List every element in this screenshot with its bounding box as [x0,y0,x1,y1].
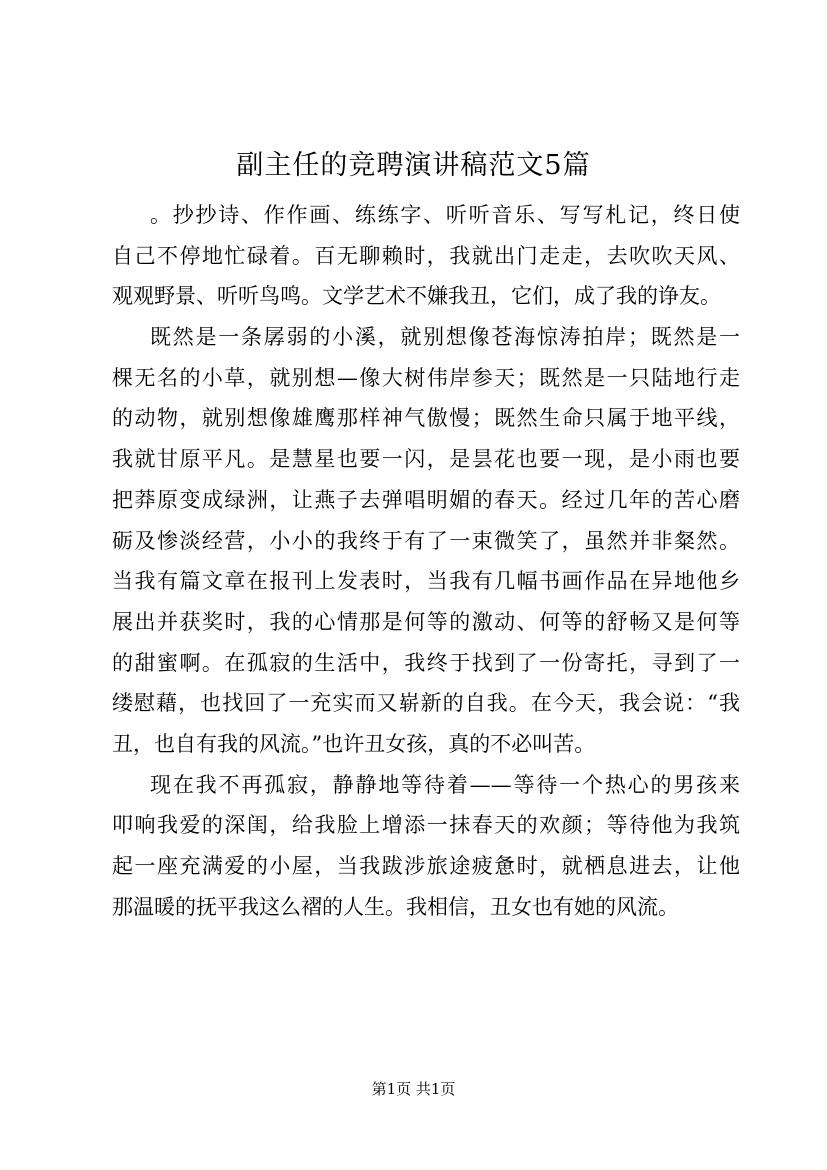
paragraph-2 [112,317,740,765]
text-line: 叩响我爱的深闺，给我脸上增添一抹春天的欢颜；等待他为我筑 [112,813,740,838]
text-line: 当我有篇文章在报刊上发表时，当我有几幅书画作品在异地他乡 [112,569,740,594]
text-line: 砺及惨淡经营，小小的我终于有了一束微笑了，虽然并非粲然。 [112,528,740,553]
text-line: 。抄抄诗、作作画、练练字、听听音乐、写写札记，终日使 [150,203,740,227]
page-footer: 第1页 共1页 [371,1080,456,1098]
text-line: 那温暖的抚平我这么褶的人生。我相信，丑女也有她的风流。 [112,894,679,919]
text-line: 现在我不再孤寂，静静地等待着——等待一个热心的男孩来 [150,772,740,797]
text-line: 自己不停地忙碌着。百无聊赖时，我就出门走走，去吹吹天风、 [112,243,740,268]
text-line: 丑，也自有我的风流。”也许丑女孩，真的不必叫苦。 [112,731,596,756]
text-line: 既然是一条孱弱的小溪，就别想像苍海惊涛拍岸；既然是一 [150,325,740,350]
paragraph-3 [112,765,740,928]
document-body [112,195,740,927]
text-line: 把莽原变成绿洲，让燕子去弹唱明媚的春天。经过几年的苦心磨 [112,487,740,512]
text-line: 的动物，就别想像雄鹰那样神气傲慢；既然生命只属于地平线， [112,406,740,431]
text-line: 缕慰藉，也找回了一充实而又崭新的自我。在今天，我会说：“我 [112,691,740,716]
text-line: 展出并获奖时，我的心情那是何等的激动、何等的舒畅又是何等 [112,609,740,634]
document-title: 副主任的竞聘演讲稿范文5篇 [236,150,591,181]
text-line: 棵无名的小草，就别想—像大树伟岸参天；既然是一只陆地行走 [112,365,740,390]
text-line: 观观野景、听听鸟鸣。文学艺术不嫌我丑，它们，成了我的诤友。 [112,284,721,309]
text-line: 起一座充满爱的小屋，当我跋涉旅途疲惫时，就栖息进去，让他 [112,854,740,878]
text-line: 我就甘原平凡。是慧星也要一闪，是昙花也要一现，是小雨也要 [112,447,740,472]
text-line: 的甜蜜啊。在孤寂的生活中，我终于找到了一份寄托，寻到了一 [112,650,740,675]
paragraph-1 [112,195,740,317]
